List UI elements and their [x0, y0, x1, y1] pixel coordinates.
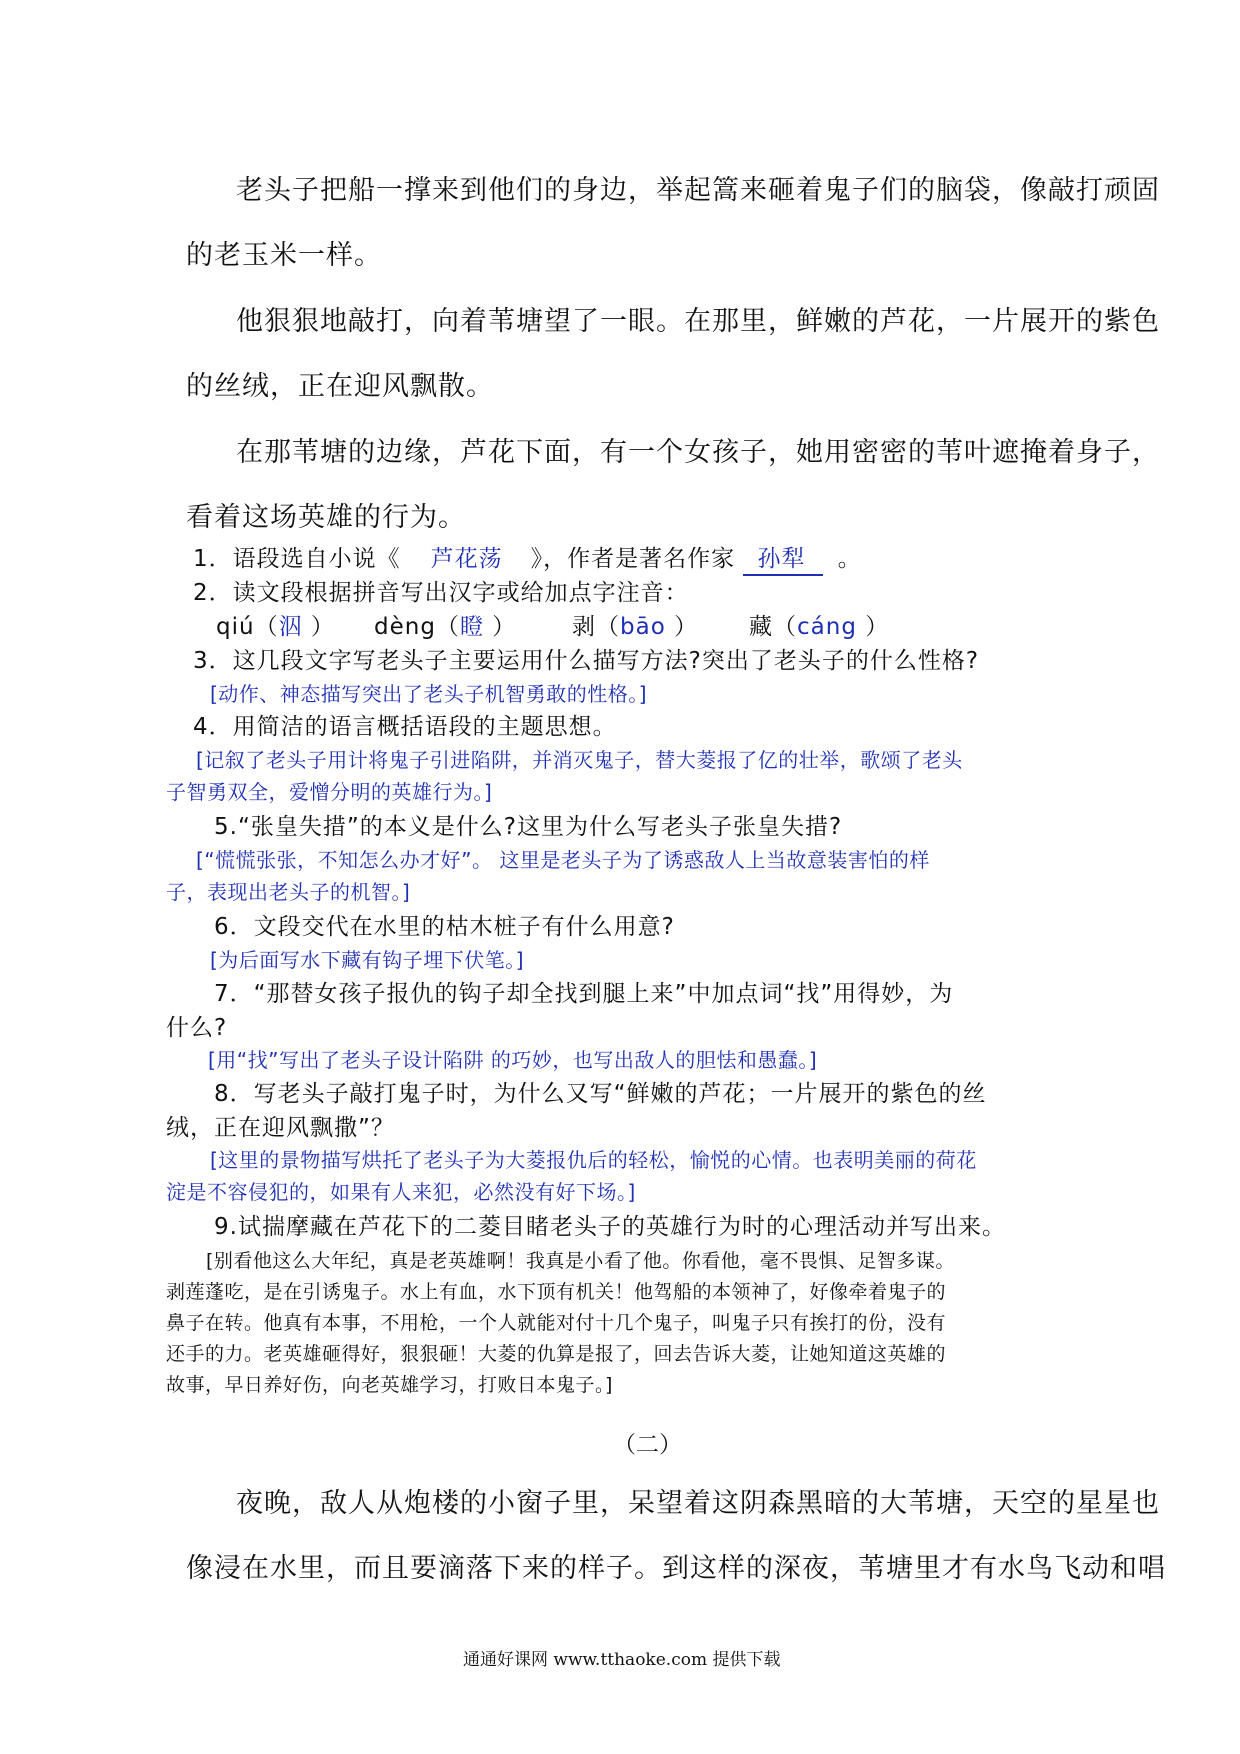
passage-p2-line1: 他狠狠地敲打，向着苇塘望了一眼。在那里，鲜嫩的芦花，一片展开的紫色	[236, 306, 1160, 337]
q2-answer-3: bāo	[620, 614, 666, 640]
q1-answer-author: 孙犁	[743, 540, 823, 576]
q1-prefix: 1．语段选自小说《	[193, 546, 401, 572]
question-8-line1: 8．写老头子敲打鬼子时，为什么又写“鲜嫩的芦花；一片展开的紫色的丝	[214, 1081, 987, 1107]
q7-answer: [用“找”写出了老头子设计陷阱 的巧妙，也写出敌人的胆怯和愚蠢。]	[208, 1048, 818, 1072]
question-7-line2: 什么?	[166, 1015, 228, 1041]
question-7-line1: 7．“那替女孩子报仇的钩子却全找到腿上来”中加点词“找”用得妙，为	[214, 981, 954, 1007]
passage-p2-line2: 的丝绒，正在迎风飘散。	[186, 371, 494, 402]
q9-answer-line5: 故事，早日养好伤，向老英雄学习，打败日本鬼子。]	[166, 1374, 613, 1396]
passage-p1-line2: 的老玉米一样。	[186, 240, 382, 271]
q9-answer-line1: [别看他这么大年纪，真是老英雄啊！我真是小看了他。你看他，毫不畏惧、足智多谋。	[206, 1250, 955, 1272]
passage-p1-line1: 老头子把船一撑来到他们的身边，举起篙来砸着鬼子们的脑袋，像敲打顽固	[236, 175, 1160, 206]
q2-close-1: ）	[310, 614, 335, 640]
section-2-line1: 夜晚，敌人从炮楼的小窗子里，呆望着这阴森黑暗的大苇塘，天空的星星也	[236, 1488, 1160, 1519]
q4-answer-line1: [记叙了老头子用计将鬼子引进陷阱，并消灭鬼子，替大菱报了亿的壮举，歌颂了老头	[196, 748, 963, 772]
q2-close-4: ）	[865, 614, 890, 640]
q2-answer-4: cáng	[797, 614, 857, 640]
section-2-heading: （二）	[613, 1432, 682, 1458]
passage-p3-line2: 看着这场英雄的行为。	[186, 502, 466, 533]
q9-answer-line4: 还手的力。老英雄砸得好，狠狠砸！大菱的仇算是报了，回去告诉大菱，让她知道这英雄的	[166, 1343, 947, 1365]
q2-item-1	[216, 608, 335, 641]
question-5: 5.“张皇失措”的本义是什么?这里为什么写老头子张皇失措?	[214, 814, 843, 840]
section-2-line2: 像浸在水里，而且要滴落下来的样子。到这样的深夜，苇塘里才有水鸟飞动和唱	[186, 1553, 1166, 1584]
q2-close-2: ）	[492, 614, 517, 640]
question-8-line2: 绒，正在迎风飘撒”？	[166, 1115, 395, 1141]
q2-answer-1: 泅	[278, 614, 303, 640]
q9-answer-line2: 剥莲蓬吃，是在引诱鬼子。水上有血，水下顶有机关！他驾船的本领神了，好像牵着鬼子的	[166, 1281, 947, 1303]
q2-item-3	[572, 608, 698, 641]
q5-answer-line2: 子，表现出老头子的机智。]	[166, 880, 411, 904]
q2-item-4	[749, 608, 889, 641]
footer-text: 通通好课网 www.tthaoke.com 提供下载	[463, 1650, 781, 1670]
q5-answer-line1: [“慌慌张张，不知怎么办才好”。 这里是老头子为了诱惑敌人上当故意装害怕的样	[196, 848, 930, 872]
question-4: 4．用简洁的语言概括语段的主题思想。	[193, 714, 617, 740]
q1-suffix: 。	[837, 546, 862, 572]
q6-answer: [为后面写水下藏有钩子埋下伏笔。]	[210, 948, 525, 972]
q2-pinyin-2: dèng（	[374, 614, 460, 640]
passage-p3-line1: 在那苇塘的边缘，芦花下面，有一个女孩子，她用密密的苇叶遮掩着身子，	[236, 437, 1160, 468]
q4-answer-line2: 子智勇双全，爱憎分明的英雄行为。]	[166, 780, 493, 804]
question-9: 9.试揣摩藏在芦花下的二菱目睹老头子的英雄行为时的心理活动并写出来。	[214, 1214, 1006, 1240]
q8-answer-line2: 淀是不容侵犯的，如果有人来犯，必然没有好下场。]	[166, 1180, 636, 1204]
q2-answer-2: 瞪	[459, 614, 484, 640]
q2-pinyin-4: 藏（	[749, 614, 797, 640]
q2-pinyin-1: qiú（	[216, 614, 279, 640]
q2-item-2	[374, 608, 516, 641]
question-1	[193, 540, 862, 576]
q2-close-3: ）	[674, 614, 699, 640]
question-2: 2．读文段根据拼音写出汉字或给加点字注音：	[193, 580, 689, 606]
q9-answer-line3: 鼻子在转。他真有本事，不用枪，一个人就能对付十几个鬼子，叫鬼子只有挨打的份，没有	[166, 1312, 947, 1334]
question-6: 6．文段交代在水里的枯木桩子有什么用意?	[214, 914, 675, 940]
q3-answer: [动作、神态描写突出了老头子机智勇敢的性格。]	[210, 682, 648, 706]
q1-answer-novel: 芦花荡	[430, 546, 503, 572]
q2-pinyin-3: 剥（	[572, 614, 620, 640]
q1-middle: 》，作者是著名作家	[530, 546, 736, 572]
q8-answer-line1: [这里的景物描写烘托了老头子为大菱报仇后的轻松，愉悦的心情。也表明美丽的荷花	[210, 1148, 977, 1172]
question-3: 3．这几段文字写老头子主要运用什么描写方法?突出了老头子的什么性格?	[193, 648, 980, 674]
